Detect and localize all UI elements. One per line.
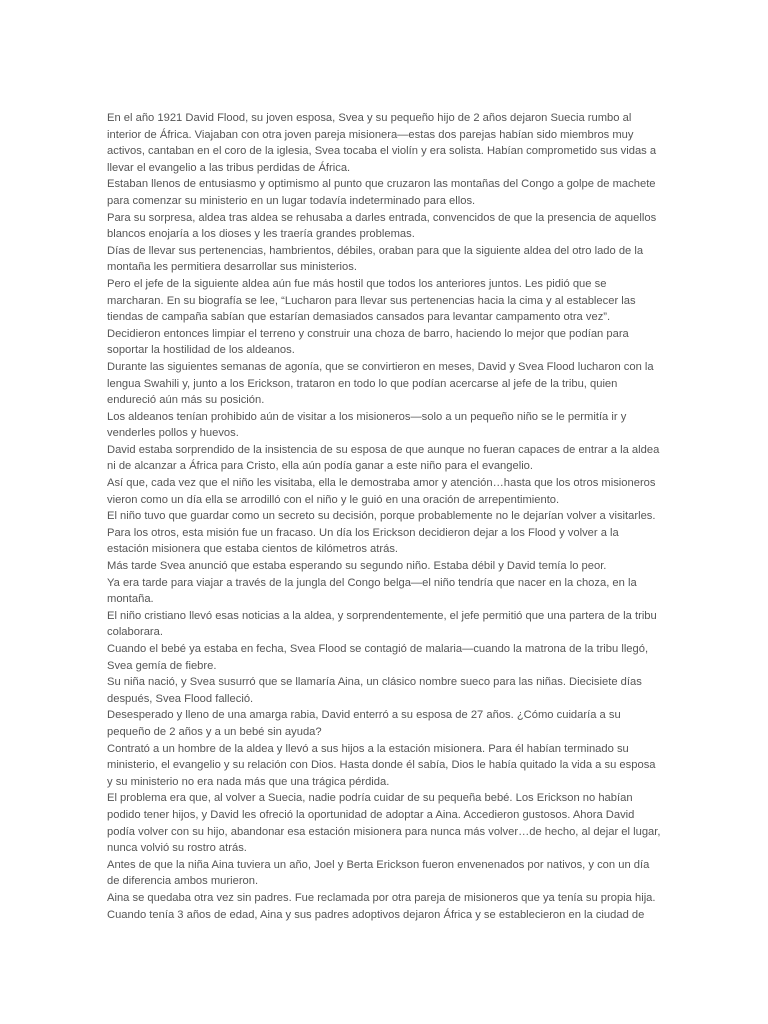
paragraph: Desesperado y lleno de una amarga rabia, David enterró a su esposa de 27 años. ¿Cómo cuidaría a su pequeño de 2 años y a un bebé sin ayuda? xyxy=(107,709,621,738)
paragraph: El niño cristiano llevó esas noticias a la aldea, y sorprendentemente, el jefe permitió que una partera de la tribu colaborara. xyxy=(107,609,657,639)
paragraph: Cuando el bebé ya estaba en fecha, Svea Flood se contagió de malaria—cuando la matrona de la tribu llegó, Svea gemía de fiebre. xyxy=(107,643,649,672)
paragraph: Así que, cada vez que el niño les visitaba, ella le demostraba amor y atención…hasta que los otros misioneros vieron como un día ella se arrodilló con el niño y le guió en una oración de arrepentimiento. xyxy=(107,477,656,506)
paragraph: En el año 1921 David Flood, su joven esposa, Svea y su pequeño hijo de 2 años dejaron Suecia rumbo al interior de África. Viajaban con otra joven pareja misionera—estas dos parejas habían sido miembros muy activos, cantaban en el coro de la iglesia, Svea tocaba el violín y era solista. Habían comprometido sus vidas a llevar el evangelio a las tribus perdidas de África. xyxy=(107,112,657,174)
paragraph: Durante las siguientes semanas de agonía, que se convirtieron en meses, David y Svea Flood lucharon con la lengua Swahili y, junto a los Erickson, trataron en todo lo que podían acercarse al jefe de la tribu, quien endureció aún más su posición. xyxy=(107,360,654,407)
paragraph: El problema era que, al volver a Suecia, nadie podría cuidar de su pequeña bebé. Los Erickson no habían podido tener hijos, y David les ofreció la oportunidad de adoptar a Aina. Accedieron gustosos. Ahora David podía volver con su hijo, abandonar esa estación misionera para nunca más volver…de hecho, al dejar el lugar, nunca volvió su rostro atrás. xyxy=(107,792,661,855)
paragraph: Su niña nació, y Svea susurró que se llamaría Aina, un clásico nombre sueco para las niñas. Diecisiete días después, Svea Flood falleció. xyxy=(107,676,642,705)
paragraph: Estaban llenos de entusiasmo y optimismo al punto que cruzaron las montañas del Congo a golpe de machete para comenzar su ministerio en un lugar todavía indeterminado para ellos. xyxy=(107,178,656,207)
paragraph: Aina se quedaba otra vez sin padres. Fue reclamada por otra pareja de misioneros que ya tenía su propia hija. xyxy=(107,891,656,904)
paragraph: Más tarde Svea anunció que estaba esperando su segundo niño. Estaba débil y David temía lo peor. xyxy=(107,560,607,573)
paragraph: David estaba sorprendido de la insistencia de su esposa de que aunque no fueran capaces de entrar a la aldea ni de alcanzar a África para Cristo, ella aún podía ganar a este niño para el evangelio. xyxy=(107,443,660,473)
paragraph: Cuando tenía 3 años de edad, Aina y sus padres adoptivos dejaron África y se establecieron en la ciudad de xyxy=(107,908,645,921)
paragraph: Pero el jefe de la siguiente aldea aún fue más hostil que todos los anteriores juntos. Les pidió que se marcharan. En su biografía se lee, “Lucharon para llevar sus pertenencias hacia la cima y al establecer las tiendas de campaña sabían que estarían demasiados cansados para levantar campamento otra vez”. xyxy=(107,277,636,324)
paragraph: Para su sorpresa, aldea tras aldea se rehusaba a darles entrada, convencidos de que la presencia de aquellos blancos enojaría a los dioses y les traería grandes problemas. xyxy=(107,211,657,241)
paragraph: Antes de que la niña Aina tuviera un año, Joel y Berta Erickson fueron envenenados por nativos, y con un día de diferencia ambos murieron. xyxy=(107,858,650,888)
document-body xyxy=(107,110,663,923)
paragraph: El niño tuvo que guardar como un secreto su decisión, porque probablemente no le dejarían volver a visitarles. Para los otros, esta misión fue un fracaso. Un día los Erickson decidieron dejar a los Flood y volver a la estación misionera que estaba cientos de kilómetros atrás. xyxy=(107,510,656,556)
paragraph: Ya era tarde para viajar a través de la jungla del Congo belga—el niño tendría que nacer en la choza, en la montaña. xyxy=(107,576,637,606)
paragraph: Los aldeanos tenían prohibido aún de visitar a los misioneros—solo a un pequeño niño se le permitía ir y venderles pollos y huevos. xyxy=(107,410,627,440)
paragraph: Decidieron entonces limpiar el terreno y construir una choza de barro, haciendo lo mejor que podían para soportar la hostilidad de los aldeanos. xyxy=(107,327,629,357)
paragraph: Contrató a un hombre de la aldea y llevó a sus hijos a la estación misionera. Para él habían terminado su ministerio, el evangelio y su relación con Dios. Hasta donde él sabía, Dios le había quitado la vida a su esposa y su ministerio no era nada más que una trágica pérdida. xyxy=(107,742,656,788)
paragraph: Días de llevar sus pertenencias, hambrientos, débiles, oraban para que la siguiente aldea del otro lado de la montaña les permitiera desarrollar sus ministerios. xyxy=(107,244,644,274)
